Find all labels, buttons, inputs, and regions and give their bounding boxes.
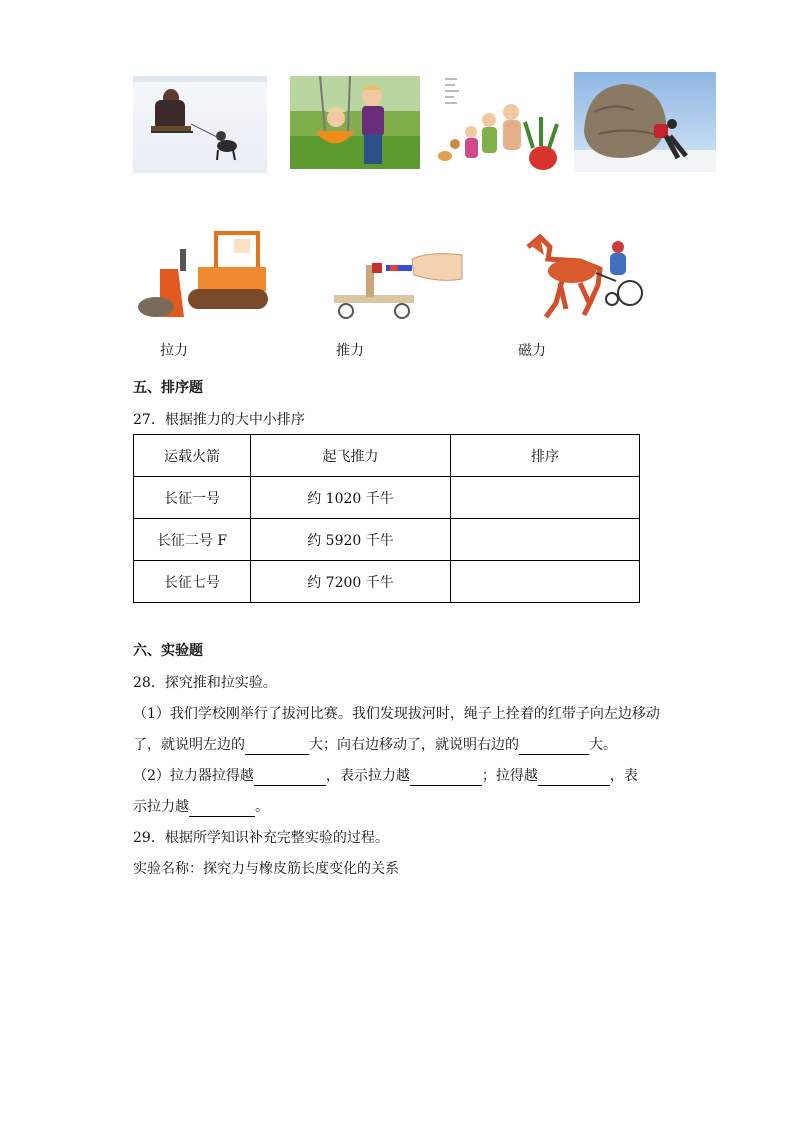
question-28-1-line1: （1）我们学校刚举行了拔河比赛。我们发现拔河时，绳子上拴着的红带子向左边移动 <box>133 706 660 722</box>
q28-1-text-b: 大；向右边移动了，就说明右边的 <box>309 737 519 753</box>
answer-blank[interactable] <box>538 769 610 786</box>
dog-sled-photo <box>133 76 267 173</box>
question-27: 27．根据推力的大中小排序 <box>133 412 305 428</box>
answer-blank[interactable] <box>189 800 255 817</box>
magnet-cart-illustration <box>330 249 464 321</box>
q28-1-text-a: 了，就说明左边的 <box>133 737 245 753</box>
table-cell-rocket: 长征二号 F <box>134 519 251 561</box>
table-cell-rank-blank[interactable] <box>451 477 640 519</box>
section-heading-experiment: 六、实验题 <box>133 643 203 659</box>
push-boulder-photo <box>574 72 716 172</box>
pull-radish-illustration <box>433 72 565 173</box>
horse-cart-illustration <box>520 233 644 321</box>
answer-blank[interactable] <box>519 738 589 755</box>
table-cell-rocket: 长征七号 <box>134 561 251 603</box>
table-row <box>134 519 640 561</box>
table-header-cell: 起飞推力 <box>251 435 451 477</box>
table-cell-rocket: 长征一号 <box>134 477 251 519</box>
q28-2-text-e: 示拉力越 <box>133 799 189 815</box>
q28-1-text-c: 大。 <box>589 737 617 753</box>
q28-2-text-b: ，表示拉力越 <box>325 768 410 784</box>
question-28-2-line2 <box>133 797 269 817</box>
question-28-1-line2 <box>133 735 617 755</box>
force-label-pull: 拉力 <box>160 343 188 359</box>
q28-2-text-c: ；拉得越 <box>481 768 538 784</box>
q28-2-text-a: （2）拉力器拉得越 <box>133 768 254 784</box>
answer-blank[interactable] <box>245 738 309 755</box>
table-row <box>134 561 640 603</box>
table-header-row <box>134 435 640 477</box>
table-cell-thrust: 约 1020 千牛 <box>251 477 451 519</box>
table-header-cell: 排序 <box>451 435 640 477</box>
force-label-magnetic: 磁力 <box>518 343 546 359</box>
table-cell-thrust: 约 7200 千牛 <box>251 561 451 603</box>
table-row <box>134 477 640 519</box>
table-cell-rank-blank[interactable] <box>451 561 640 603</box>
answer-blank[interactable] <box>254 769 326 786</box>
experiment-name: 实验名称：探究力与橡皮筋长度变化的关系 <box>133 861 399 877</box>
answer-blank[interactable] <box>410 769 482 786</box>
bulldozer-illustration <box>138 229 272 321</box>
swing-push-photo <box>290 76 420 169</box>
table-cell-thrust: 约 5920 千牛 <box>251 519 451 561</box>
q28-2-text-d: ，表 <box>609 768 638 784</box>
table-header-cell: 运载火箭 <box>134 435 251 477</box>
table-cell-rank-blank[interactable] <box>451 519 640 561</box>
question-28-2-line1 <box>133 766 638 786</box>
force-label-push: 推力 <box>336 343 364 359</box>
rocket-thrust-table <box>133 434 640 603</box>
q28-2-text-f: 。 <box>255 799 269 815</box>
question-28: 28．探究推和拉实验。 <box>133 675 277 691</box>
question-29: 29．根据所学知识补充完整实验的过程。 <box>133 830 389 846</box>
section-heading-ordering: 五、排序题 <box>133 380 203 396</box>
